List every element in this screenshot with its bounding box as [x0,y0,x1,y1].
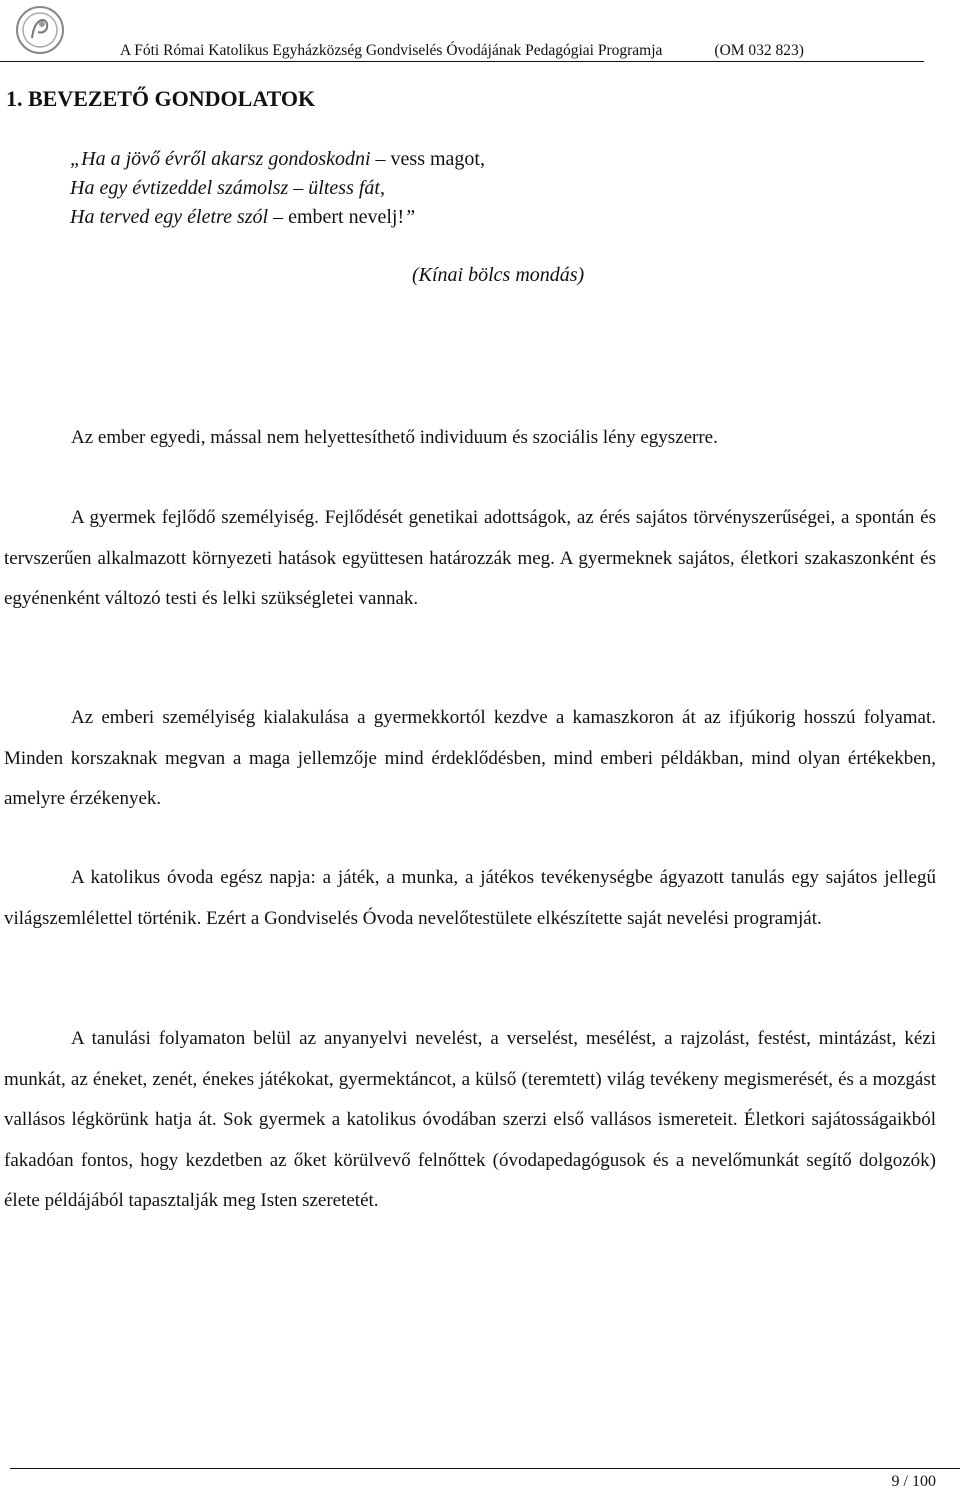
header-om-number: (OM 032 823) [714,42,804,59]
quote-line-3: Ha terved egy életre szól – embert nevelj!” [70,206,416,228]
quote-line-2: Ha egy évtizeddel számolsz – ültess fát, [70,177,385,199]
footer-divider [10,1468,960,1469]
epigraph-quote [70,145,585,286]
paragraph-4: A katolikus óvoda egész napja: a játék, a munka, a játékos tevékenységbe ágyazott tanulás egy sajátos jellegű világszemlélettel történik. Ezért a Gondviselés Óvoda nevelőtestülete elkészítette saját nevelési programját. [4,867,936,929]
section-title: 1. BEVEZETŐ GONDOLATOK [6,86,316,111]
paragraph-5: A tanulási folyamaton belül az anyanyelvi nevelést, a verselést, mesélést, a rajzolást, festést, mintázást, kézi munkát, az éneket, zenét, énekes játékokat, gyermektáncot, a külső (teremtett) világ tevékeny megismerését, és a mozgást vallásos légkörünk hatja át. Sok gyermek a katolikus óvodában szerzi első vallásos ismereteit. Életkori sajátosságaikból fakadóan fontos, hogy kezdetben az őket körülvevő felnőttek (óvodapedagógusok és a nevelőmunkát segítő dolgozók) élete példájából tapasztalják meg Isten szeretetét. [4,1028,936,1211]
page-number: 9 / 100 [891,1473,936,1490]
parish-logo-icon [14,4,66,56]
quote-source: (Kínai bölcs mondás) [412,264,585,286]
document-header [120,42,804,60]
paragraph-3: Az emberi személyiség kialakulása a gyermekkortól kezdve a kamaszkoron át az ifjúkorig hosszú folyamat. Minden korszaknak megvan a maga jellemzője mind érdeklődésben, mind emberi példákban, mind olyan értékekben, amelyre érzékenyek. [4,707,936,809]
paragraph-1: Az ember egyedi, mással nem helyettesíthető individuum és szociális lény egyszerre. [71,427,718,448]
header-title: A Fóti Római Katolikus Egyházközség Gondviselés Óvodájának Pedagógiai Programja [120,42,663,59]
quote-line-1: „Ha a jövő évről akarsz gondoskodni – vess magot, [70,148,485,170]
paragraph-2: A gyermek fejlődő személyiség. Fejlődését genetikai adottságok, az érés sajátos törvényszerűségei, a spontán és tervszerűen alkalmazott környezeti hatások együttesen határozzák meg. A gyermeknek sajátos, életkori szakaszonként és egyénenként változó testi és lelki szükségletei vannak. [4,507,936,609]
header-divider [0,61,924,62]
